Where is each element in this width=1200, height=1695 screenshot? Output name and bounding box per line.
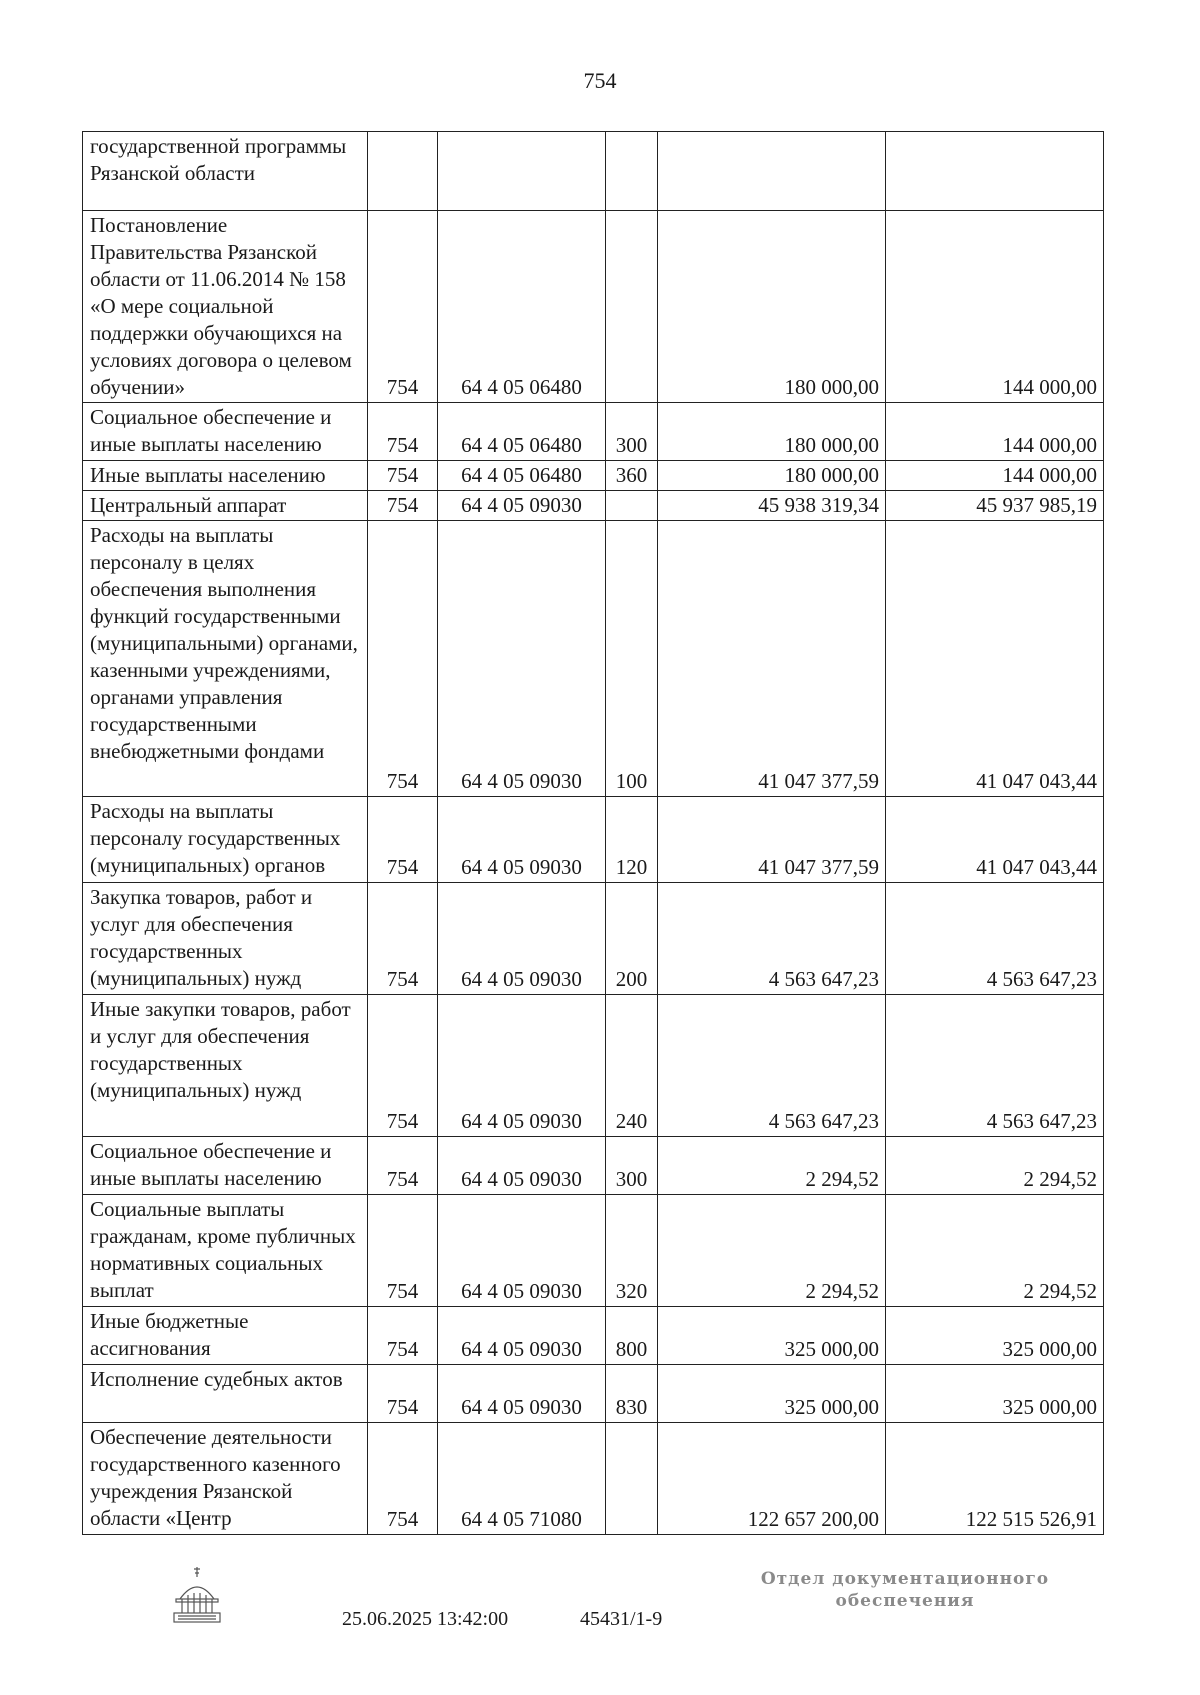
row-expense-type-code bbox=[606, 491, 658, 521]
row-description: Социальное обеспечение и иные выплаты населению bbox=[83, 403, 368, 461]
row-target-item-code: 64 4 05 09030 bbox=[438, 883, 606, 995]
row-sum-planned: 122 657 200,00 bbox=[658, 1423, 886, 1535]
row-expense-type-code: 300 bbox=[606, 403, 658, 461]
row-department-code: 754 bbox=[368, 1423, 438, 1535]
row-expense-type-code: 800 bbox=[606, 1307, 658, 1365]
row-description: Социальные выплаты гражданам, кроме публичных нормативных социальных выплат bbox=[83, 1195, 368, 1307]
row-department-code: 754 bbox=[368, 883, 438, 995]
row-department-code: 754 bbox=[368, 521, 438, 797]
row-sum-planned: 4 563 647,23 bbox=[658, 883, 886, 995]
row-expense-type-code bbox=[606, 1423, 658, 1535]
row-description: Постановление Правительства Рязанской области от 11.06.2014 № 158 «О мере социальной поддержки обучающихся на условиях договора о целевом обучении» bbox=[83, 211, 368, 403]
row-sum-executed: 144 000,00 bbox=[886, 461, 1104, 491]
row-sum-planned: 180 000,00 bbox=[658, 403, 886, 461]
row-target-item-code: 64 4 05 06480 bbox=[438, 211, 606, 403]
row-target-item-code: 64 4 05 09030 bbox=[438, 1137, 606, 1195]
table-row bbox=[83, 1423, 1104, 1535]
row-sum-planned: 2 294,52 bbox=[658, 1137, 886, 1195]
row-department-code: 754 bbox=[368, 1137, 438, 1195]
table-row bbox=[83, 995, 1104, 1137]
table-row bbox=[83, 883, 1104, 995]
row-description: Социальное обеспечение и иные выплаты населению bbox=[83, 1137, 368, 1195]
row-description: Исполнение судебных актов bbox=[83, 1365, 368, 1423]
row-target-item-code: 64 4 05 06480 bbox=[438, 461, 606, 491]
table-row bbox=[83, 491, 1104, 521]
row-description: Иные закупки товаров, работ и услуг для обеспечения государственных (муниципальных) нужд bbox=[83, 995, 368, 1137]
table-row bbox=[83, 211, 1104, 403]
row-department-code: 754 bbox=[368, 995, 438, 1137]
row-sum-planned bbox=[658, 132, 886, 211]
row-description: Расходы на выплаты персоналу в целях обеспечения выполнения функций государственными (муниципальными) органами, казенными учреждениями, органами управления государственными внебюджетными фондами bbox=[83, 521, 368, 797]
row-expense-type-code: 830 bbox=[606, 1365, 658, 1423]
row-description: Иные выплаты населению bbox=[83, 461, 368, 491]
row-department-code: 754 bbox=[368, 403, 438, 461]
row-target-item-code: 64 4 05 09030 bbox=[438, 995, 606, 1137]
duma-building-logo-icon bbox=[172, 1565, 222, 1625]
row-sum-planned: 325 000,00 bbox=[658, 1365, 886, 1423]
row-sum-planned: 45 938 319,34 bbox=[658, 491, 886, 521]
row-target-item-code: 64 4 05 09030 bbox=[438, 1195, 606, 1307]
department-stamp bbox=[760, 1568, 1050, 1612]
row-sum-executed: 122 515 526,91 bbox=[886, 1423, 1104, 1535]
row-department-code: 754 bbox=[368, 1195, 438, 1307]
stamp-line-1: Отдел документационного bbox=[760, 1569, 1050, 1589]
row-target-item-code: 64 4 05 09030 bbox=[438, 797, 606, 883]
row-department-code: 754 bbox=[368, 491, 438, 521]
table-row bbox=[83, 797, 1104, 883]
table-row bbox=[83, 1195, 1104, 1307]
row-sum-executed: 325 000,00 bbox=[886, 1307, 1104, 1365]
row-description: Иные бюджетные ассигнования bbox=[83, 1307, 368, 1365]
row-expense-type-code: 360 bbox=[606, 461, 658, 491]
table-row bbox=[83, 1307, 1104, 1365]
row-description: Расходы на выплаты персоналу государственных (муниципальных) органов bbox=[83, 797, 368, 883]
row-expense-type-code: 240 bbox=[606, 995, 658, 1137]
table-row bbox=[83, 1365, 1104, 1423]
page-number: 754 bbox=[583, 68, 617, 93]
footer-datetime: 25.06.2025 13:42:00 bbox=[342, 1608, 509, 1630]
table-row bbox=[83, 132, 1104, 211]
row-sum-planned: 180 000,00 bbox=[658, 461, 886, 491]
row-target-item-code: 64 4 05 09030 bbox=[438, 1365, 606, 1423]
table-row bbox=[83, 461, 1104, 491]
table-row bbox=[83, 403, 1104, 461]
row-sum-executed: 2 294,52 bbox=[886, 1195, 1104, 1307]
row-sum-planned: 41 047 377,59 bbox=[658, 797, 886, 883]
row-department-code: 754 bbox=[368, 461, 438, 491]
table-row bbox=[83, 1137, 1104, 1195]
row-expense-type-code: 200 bbox=[606, 883, 658, 995]
footer-document-number: 45431/1-9 bbox=[580, 1608, 663, 1630]
row-description: Закупка товаров, работ и услуг для обеспечения государственных (муниципальных) нужд bbox=[83, 883, 368, 995]
budget-table bbox=[82, 131, 1104, 1535]
row-sum-executed bbox=[886, 132, 1104, 211]
row-sum-planned: 41 047 377,59 bbox=[658, 521, 886, 797]
row-expense-type-code: 100 bbox=[606, 521, 658, 797]
row-expense-type-code bbox=[606, 211, 658, 403]
row-target-item-code: 64 4 05 71080 bbox=[438, 1423, 606, 1535]
row-sum-executed: 41 047 043,44 bbox=[886, 521, 1104, 797]
row-sum-planned: 4 563 647,23 bbox=[658, 995, 886, 1137]
row-description: Центральный аппарат bbox=[83, 491, 368, 521]
table-row bbox=[83, 521, 1104, 797]
row-target-item-code bbox=[438, 132, 606, 211]
row-department-code bbox=[368, 132, 438, 211]
row-sum-planned: 2 294,52 bbox=[658, 1195, 886, 1307]
row-sum-planned: 325 000,00 bbox=[658, 1307, 886, 1365]
row-target-item-code: 64 4 05 06480 bbox=[438, 403, 606, 461]
row-sum-executed: 2 294,52 bbox=[886, 1137, 1104, 1195]
row-expense-type-code: 320 bbox=[606, 1195, 658, 1307]
row-sum-executed: 45 937 985,19 bbox=[886, 491, 1104, 521]
row-department-code: 754 bbox=[368, 1307, 438, 1365]
row-sum-executed: 325 000,00 bbox=[886, 1365, 1104, 1423]
row-target-item-code: 64 4 05 09030 bbox=[438, 491, 606, 521]
row-sum-executed: 4 563 647,23 bbox=[886, 883, 1104, 995]
row-sum-executed: 144 000,00 bbox=[886, 403, 1104, 461]
row-sum-executed: 144 000,00 bbox=[886, 211, 1104, 403]
row-expense-type-code: 300 bbox=[606, 1137, 658, 1195]
row-target-item-code: 64 4 05 09030 bbox=[438, 1307, 606, 1365]
row-expense-type-code bbox=[606, 132, 658, 211]
row-department-code: 754 bbox=[368, 211, 438, 403]
row-sum-planned: 180 000,00 bbox=[658, 211, 886, 403]
row-expense-type-code: 120 bbox=[606, 797, 658, 883]
row-target-item-code: 64 4 05 09030 bbox=[438, 521, 606, 797]
row-sum-executed: 41 047 043,44 bbox=[886, 797, 1104, 883]
row-sum-executed: 4 563 647,23 bbox=[886, 995, 1104, 1137]
row-description: Обеспечение деятельности государственного казенного учреждения Рязанской области «Центр bbox=[83, 1423, 368, 1535]
row-description: государственной программы Рязанской области bbox=[83, 132, 368, 211]
row-department-code: 754 bbox=[368, 1365, 438, 1423]
row-department-code: 754 bbox=[368, 797, 438, 883]
stamp-line-2: обеспечения bbox=[835, 1591, 975, 1611]
